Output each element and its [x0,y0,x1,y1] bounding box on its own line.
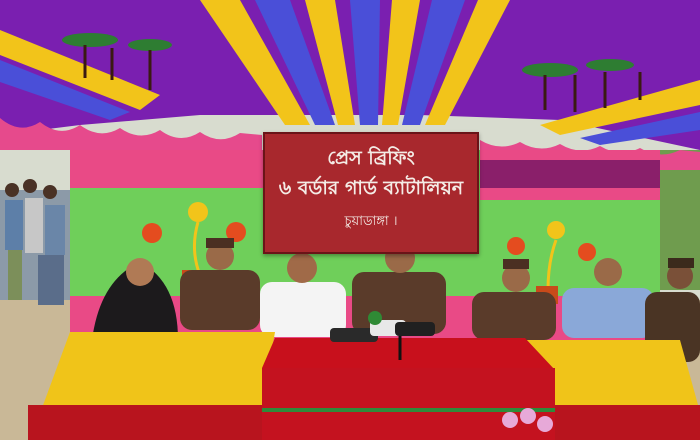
table [28,332,700,440]
banner-subtitle: ৬ বর্ডার গার্ড ব্যাটালিয়ন [278,177,464,199]
press-briefing-banner [263,132,479,254]
crowd [0,179,70,305]
banner-location: চুয়াডাঙ্গা । [344,214,398,229]
banner-title: প্রেস ব্রিফিং [327,147,415,169]
